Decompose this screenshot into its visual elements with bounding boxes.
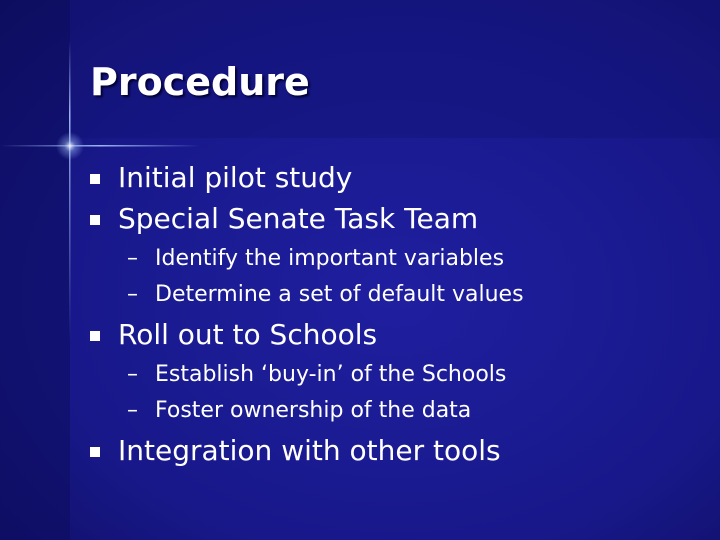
- sub-bullet-text: Establish ‘buy-in’ of the Schools: [155, 362, 507, 387]
- square-bullet-icon: [90, 174, 100, 184]
- dash-bullet-icon: –: [127, 398, 138, 423]
- dash-bullet-icon: –: [127, 282, 138, 307]
- bullet-text: Roll out to Schools: [118, 318, 378, 351]
- sub-bullet-text: Determine a set of default values: [155, 282, 524, 307]
- sub-bullet-text: Foster ownership of the data: [155, 398, 472, 423]
- square-bullet-icon: [90, 331, 100, 341]
- dash-bullet-icon: –: [127, 246, 138, 271]
- bullet-text: Special Senate Task Team: [118, 202, 479, 235]
- square-bullet-icon: [90, 447, 100, 457]
- dash-bullet-icon: –: [127, 362, 138, 387]
- sub-bullet-text: Identify the important variables: [155, 246, 505, 271]
- bullet-text: Initial pilot study: [118, 161, 353, 194]
- bullet-text: Integration with other tools: [118, 434, 501, 467]
- square-bullet-icon: [90, 215, 100, 225]
- slide-title: Procedure: [90, 60, 310, 104]
